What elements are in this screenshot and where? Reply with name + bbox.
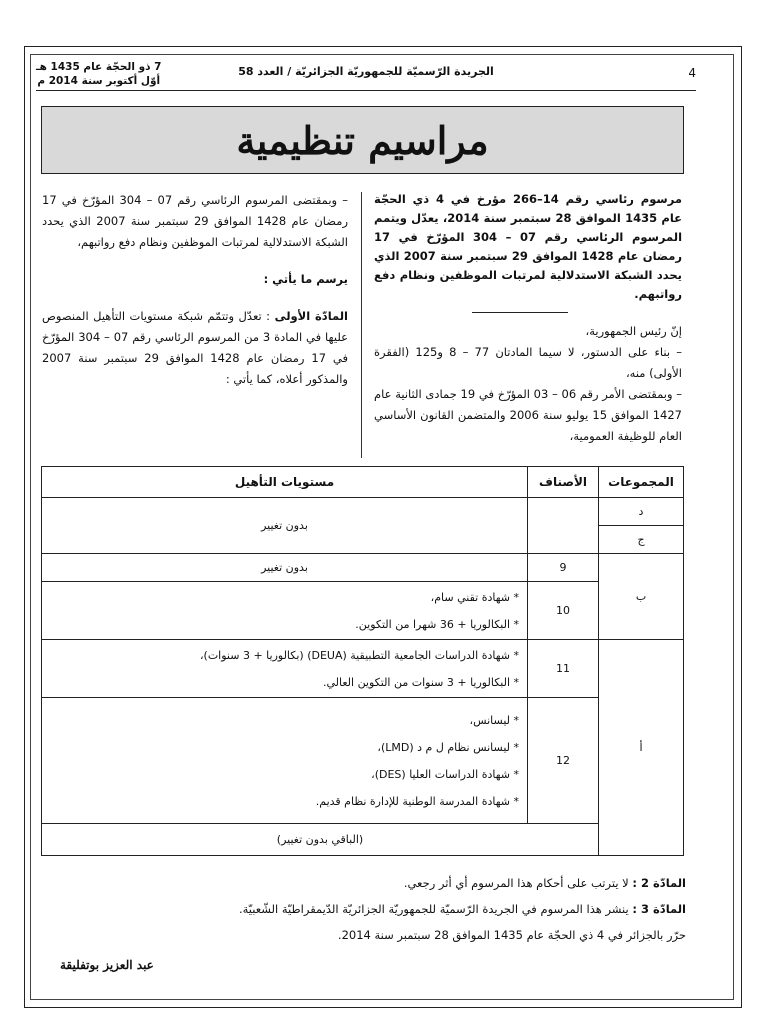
levels-cell-dc: بدون تغيير [42, 498, 528, 554]
header-levels: مستويات التأهيل [42, 467, 528, 498]
levels-class-9: بدون تغيير [42, 554, 528, 582]
running-header [36, 56, 696, 88]
article-1 [42, 306, 348, 390]
done-at-line: حرّر بالجزائر في 4 ذي الحجّة عام 1435 الموافق 28 سبتمبر سنة 2014. [337, 928, 686, 942]
class-cell-empty [528, 498, 599, 554]
class-9: 9 [528, 554, 599, 582]
class-12: 12 [528, 698, 599, 824]
section-banner [41, 106, 684, 174]
group-a: أ [599, 640, 684, 856]
level-item: * شهادة الدراسات الجامعية التطبيقية (DEUA) (بكالوريا + 3 سنوات)، [199, 648, 519, 662]
article-3-label: المادّة 3 : [632, 902, 686, 916]
left-column [42, 190, 348, 390]
levels-class-10 [42, 582, 528, 640]
section-title: مراسيم تنظيمية [236, 117, 489, 163]
article-1-text: : تعدّل وتتمّم شبكة مستويات التأهيل المنصوص عليها في المادة 3 من المرسوم الرئاسي رقم 07 – 304 المؤرّخ في 17 رمضان عام 1428 الموافق 29 سبتمبر سنة 2007 والمذكور أعلاه، كما يأتي : [42, 309, 348, 386]
recital-presidential-decree: – وبمقتضى المرسوم الرئاسي رقم 07 – 304 المؤرّخ في 17 رمضان عام 1428 الموافق 29 سبتمبر سنة 2007 الذي يحدد الشبكة الاستدلالية لمرتبات الموظفين ونظام دفع رواتبهم، [42, 193, 348, 249]
level-item: * ليسانس نظام ل م د (LMD)، [377, 740, 519, 754]
levels-class-12 [42, 698, 528, 824]
decree-title: مرسوم رئاسي رقم 14–266 مؤرخ في 4 ذي الحجّة عام 1435 الموافق 28 سبتمبر سنة 2014، يعدّل ويتمم المرسوم الرئاسي رقم 07 – 304 المؤرّخ في 17 رمضان عام 1428 الموافق 29 سبتمبر سنة 2007 الذي يحدد الشبكة الاستدلالية لمرتبات الموظفين ونظام دفع رواتبهم. [374, 192, 683, 301]
right-column [374, 190, 682, 447]
recital-ordinance: – وبمقتضى الأمر رقم 06 – 03 المؤرّخ في 19 جمادى الثانية عام 1427 الموافق 15 يوليو سنة 2006 والمتضمن القانون الأساسي العام للوظيفة العمومية، [374, 387, 682, 443]
table-row [42, 824, 684, 856]
level-item: * البكالوريا + 3 سنوات من التكوين العالي. [322, 675, 519, 689]
header-groups: المجموعات [599, 467, 684, 498]
header-classes: الأصناف [528, 467, 599, 498]
title-underline [472, 312, 568, 313]
table-row [42, 698, 684, 824]
issue-date [36, 60, 161, 88]
issue-date-gregorian: أوّل أكتوبر سنة 2014 م [37, 75, 161, 87]
article-1-label: المادّة الأولى [274, 309, 348, 323]
table-row [42, 498, 684, 526]
page-number: 4 [688, 66, 696, 80]
header-divider [36, 90, 696, 91]
table-row [42, 640, 684, 698]
level-item: * شهادة المدرسة الوطنية للإدارة نظام قديم. [315, 794, 519, 808]
column-divider [361, 192, 362, 458]
group-d: د [599, 498, 684, 526]
level-item: * البكالوريا + 36 شهرا من التكوين. [355, 617, 519, 631]
signature: عبد العزيز بوتفليقة [60, 958, 154, 972]
article-2-label: المادّة 2 : [632, 876, 686, 890]
class-10: 10 [528, 582, 599, 640]
remainder-cell: (الباقي بدون تغيير) [42, 824, 599, 856]
level-item: * شهادة الدراسات العليا (DES)، [371, 767, 519, 781]
level-item: * ليسانس، [469, 713, 519, 727]
class-11: 11 [528, 640, 599, 698]
article-2 [44, 870, 686, 896]
gazette-title: الجريدة الرّسميّة للجمهوريّة الجزائريّة / العدد 58 [238, 65, 494, 78]
table-row [42, 582, 684, 640]
opening-line: إنّ رئيس الجمهورية، [585, 324, 682, 338]
group-b: ب [599, 554, 684, 640]
group-c: ج [599, 526, 684, 554]
recital-constitution: – بناء على الدستور، لا سيما المادتان 77 – 8 و125 (الفقرة الأولى) منه، [374, 345, 682, 380]
level-item: * شهادة تقني سام، [430, 590, 519, 604]
closing-articles [44, 870, 686, 948]
article-3 [44, 896, 686, 922]
issue-date-hijri: 7 ذو الحجّة عام 1435 هـ [36, 61, 162, 73]
decrees-heading: يرسم ما يأتي : [263, 272, 348, 286]
table-row [42, 554, 684, 582]
levels-class-11 [42, 640, 528, 698]
article-2-text: لا يترتب على أحكام هذا المرسوم أي أثر رجعي. [403, 876, 629, 890]
table-header-row [42, 467, 684, 498]
qualification-levels-table [41, 466, 684, 856]
article-3-text: ينشر هذا المرسوم في الجريدة الرّسميّة للجمهوريّة الجزائريّة الدّيمقراطيّة الشّعبيّة. [238, 902, 629, 916]
